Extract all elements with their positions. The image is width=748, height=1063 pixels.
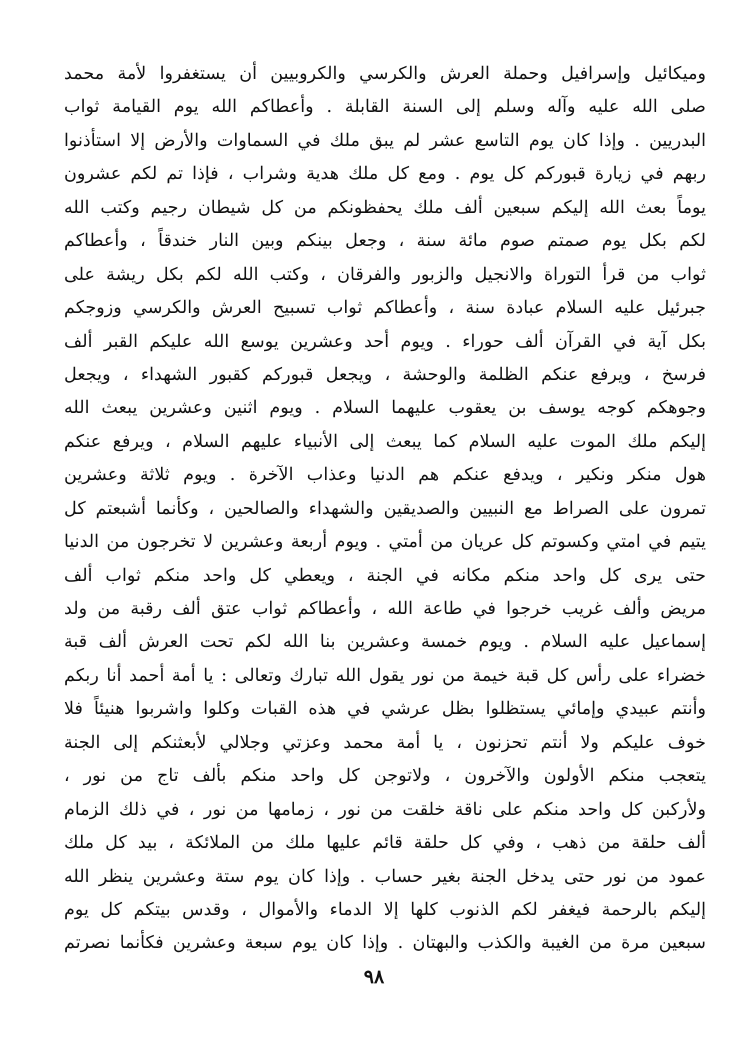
text-line-1: وميكائيل وإسرافيل وحملة العرش والكرسي والكروبيين أن يستغفروا لأمة محمد [64,64,706,84]
text-line-5: يوماً بعث الله إليكم سبعين ألف ملك يحفظونكم من كل شيطان رجيم وكتب الله [64,197,706,218]
text-line-26: إليكم بالرحمة فيغفر لكم الذنوب كلها إلا الدماء والأموال ، وقدس بيتكم كل يوم [64,899,706,920]
text-line-16: حتى يرى كل واحد منكم مكانه في الجنة ، ويعطي كل واحد منكم ثواب ألف [64,565,706,586]
text-line-9: بكل آية في القرآن ألف حوراء . ويوم أحد وعشرين يوسع الله عليكم القبر ألف [64,331,706,352]
text-line-4: ربهم في زيارة قبوركم كل يوم . ومع كل ملك هدية وشراب ، فإذا تم لكم عشرون [64,164,706,185]
text-line-19: خضراء على رأس كل قبة خيمة من نور يقول الله تبارك وتعالى : يا أمة أحمد أنا ربكم [64,665,706,686]
text-line-14: تمرون على الصراط مع النبيين والصديقين والشهداء والصالحين ، وكأنما أشبعتم كل [64,498,706,519]
text-line-20: وأنتم عبيدي وإمائي يستظلوا بظل عرشي في هذه القبات وكلوا واشربوا هنيئاً فلا [64,699,706,720]
text-line-21: خوف عليكم ولا أنتم تحزنون ، يا أمة محمد وعزتي وجلالي لأبعثنكم إلى الجنة [64,732,706,753]
body-text [64,58,706,961]
text-line-2: صلى الله عليه وآله وسلم إلى السنة القابلة . وأعطاكم الله يوم القيامة ثواب [64,97,706,118]
text-line-8: جبرئيل عليه السلام عبادة سنة ، وأعطاكم ثواب تسبيح العرش والكرسي وزوجكم [64,298,706,319]
text-line-22: يتعجب منكم الأولون والآخرون ، ولاتوجن كل واحد منكم بألف تاج من نور ، [64,766,706,787]
text-line-13: هول منكر ونكير ، ويدفع عنكم هم الدنيا وعذاب الآخرة . ويوم ثلاثة وعشرين [64,465,706,486]
text-line-25: عمود من نور حتى يدخل الجنة بغير حساب . وإذا كان يوم ستة وعشرين ينظر الله [64,866,706,887]
text-line-15: يتيم في امتي وكسوتم كل عريان من أمتي . ويوم أربعة وعشرين لا تخرجون من الدنيا [64,532,706,553]
text-line-27: سبعين مرة من الغيبة والكذب والبهتان . وإذا كان يوم سبعة وعشرين فكأنما نصرتم [64,933,706,954]
text-line-3: البدريين . وإذا كان يوم التاسع عشر لم يبق ملك في السماوات والأرض إلا استأذنوا [64,130,706,151]
text-line-7: ثواب من قرأ التوراة والانجيل والزبور والفرقان ، وكتب الله لكم بكل ريشة على [64,264,706,285]
text-line-12: إليكم ملك الموت عليه السلام كما يبعث إلى الأنبياء عليهم السلام ، ويرفع عنكم [64,431,706,452]
text-line-18: إسماعيل عليه السلام . ويوم خمسة وعشرين بنا الله لكم تحت العرش ألف قبة [64,632,706,653]
text-line-10: فرسخ ، ويرفع عنكم الظلمة والوحشة ، ويجعل قبوركم كقبور الشهداء ، ويجعل [64,364,706,385]
page-number: ٩٨ [363,966,385,988]
text-line-11: وجوهكم كوجه يوسف بن يعقوب عليهما السلام . ويوم اثنين وعشرين يبعث الله [64,398,706,419]
text-line-6: لكم بكل يوم صمتم صوم مائة سنة ، وجعل بينكم وبين النار خندقاً ، وأعطاكم [64,231,706,252]
text-line-17: مريض وألف غريب خرجوا في طاعة الله ، وأعطاكم ثواب عتق ألف رقبة من ولد [64,599,706,619]
text-line-24: ألف حلقة من ذهب ، وفي كل حلقة قائم عليها ملك من الملائكة ، بيد كل ملك [64,833,706,854]
text-line-23: ولأركبن كل واحد منكم على ناقة خلقت من نور ، زمامها من نور ، في ذلك الزمام [64,799,706,820]
